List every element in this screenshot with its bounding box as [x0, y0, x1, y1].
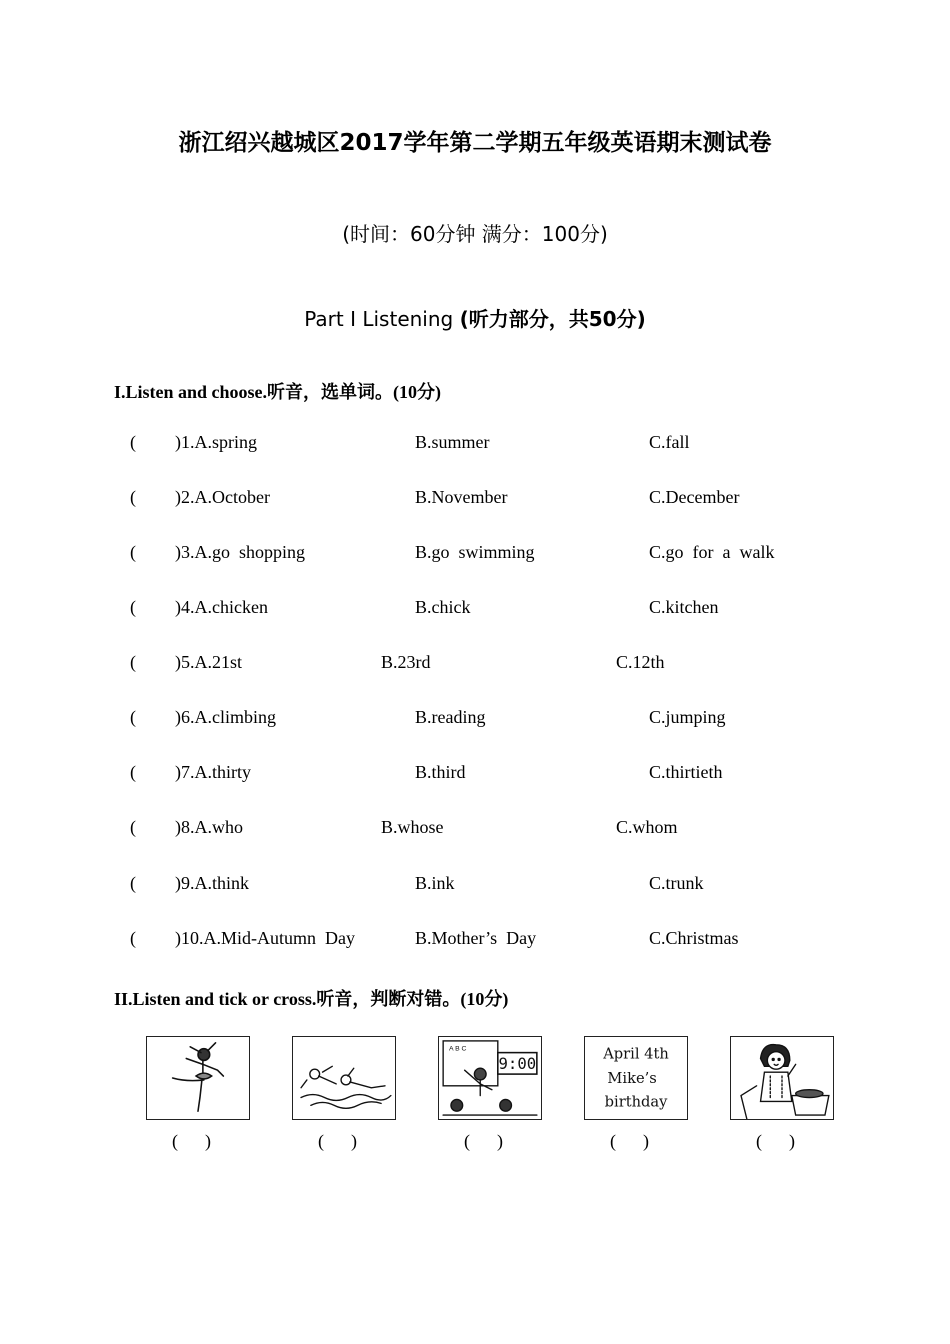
- question-row: [0, 597, 950, 627]
- option-c: C.kitchen: [649, 597, 719, 617]
- answer-paren[interactable]: (: [130, 928, 136, 948]
- option-c: C.December: [649, 487, 740, 507]
- answer-paren[interactable]: (: [130, 542, 136, 562]
- option-a: )6.A.climbing: [175, 707, 276, 727]
- option-a: )2.A.October: [175, 487, 270, 507]
- answer-blank-1[interactable]: ( ): [172, 1131, 211, 1151]
- option-c: C.Christmas: [649, 928, 739, 948]
- section-1-heading: I.Listen and choose.听音，选单词。(10分): [114, 382, 442, 402]
- option-a: )7.A.thirty: [175, 762, 251, 782]
- option-a: )8.A.who: [175, 817, 243, 837]
- option-b: B.ink: [415, 873, 455, 893]
- answer-paren[interactable]: (: [130, 873, 136, 893]
- question-row: [0, 873, 950, 903]
- answer-paren[interactable]: (: [130, 652, 136, 672]
- answer-blank-2[interactable]: ( ): [318, 1131, 357, 1151]
- option-c: C.whom: [616, 817, 678, 837]
- answer-paren[interactable]: (: [130, 817, 136, 837]
- question-row: [0, 707, 950, 737]
- option-b: B.summer: [415, 432, 490, 452]
- answer-blank-3[interactable]: ( ): [464, 1131, 503, 1151]
- board-letters: A B C: [449, 1045, 467, 1053]
- swimmers-icon: [292, 1036, 396, 1120]
- option-b: B.23rd: [381, 652, 431, 672]
- answer-paren[interactable]: (: [130, 432, 136, 452]
- option-a: )4.A.chicken: [175, 597, 268, 617]
- option-a: )9.A.think: [175, 873, 249, 893]
- card-date: April 4th: [603, 1045, 669, 1063]
- option-b: B.November: [415, 487, 508, 507]
- option-b: B.Mother’s Day: [415, 928, 537, 948]
- answer-paren[interactable]: (: [130, 707, 136, 727]
- option-c: C.go for a walk: [649, 542, 775, 562]
- part-title: [0, 303, 950, 332]
- card-occasion: birthday: [604, 1093, 668, 1111]
- option-a: )3.A.go shopping: [175, 542, 305, 562]
- question-row: [0, 487, 950, 517]
- answer-paren[interactable]: (: [130, 762, 136, 782]
- ballet-dancer-icon: [146, 1036, 250, 1120]
- option-c: C.12th: [616, 652, 665, 672]
- question-row: [0, 762, 950, 792]
- option-b: B.reading: [415, 707, 486, 727]
- option-c: C.jumping: [649, 707, 726, 727]
- girl-eating-icon: [730, 1036, 834, 1120]
- option-a: )5.A.21st: [175, 652, 242, 672]
- section-2-heading: II.Listen and tick or cross.听音，判断对错。(10分): [114, 989, 509, 1009]
- teacher-clock-icon: [438, 1036, 542, 1120]
- option-a: )10.A.Mid-Autumn Day: [175, 928, 355, 948]
- option-b: B.chick: [415, 597, 471, 617]
- answer-paren[interactable]: (: [130, 487, 136, 507]
- card-name: Mike’s: [607, 1069, 657, 1087]
- option-a: )1.A.spring: [175, 432, 257, 452]
- option-b: B.whose: [381, 817, 444, 837]
- question-row: [0, 542, 950, 572]
- question-row: [0, 652, 950, 682]
- question-row: [0, 928, 950, 958]
- page-title: 浙江绍兴越城区2017学年第二学期五年级英语期末测试卷: [178, 130, 772, 156]
- option-b: B.go swimming: [415, 542, 535, 562]
- question-row: [0, 817, 950, 847]
- exam-info: (时间：60分钟 满分：100分): [342, 222, 608, 246]
- birthday-card-icon: [584, 1036, 688, 1120]
- option-c: C.trunk: [649, 873, 704, 893]
- option-b: B.third: [415, 762, 466, 782]
- answer-blank-4[interactable]: ( ): [610, 1131, 649, 1151]
- question-row: [0, 432, 950, 462]
- answer-paren[interactable]: (: [130, 597, 136, 617]
- answer-blank-5[interactable]: ( ): [756, 1131, 795, 1151]
- option-c: C.fall: [649, 432, 690, 452]
- clock-time: 9:00: [498, 1055, 537, 1074]
- option-c: C.thirtieth: [649, 762, 723, 782]
- part-title-chinese: (听力部分，共50分): [459, 307, 646, 331]
- part-title-latin: Part I Listening: [304, 307, 454, 331]
